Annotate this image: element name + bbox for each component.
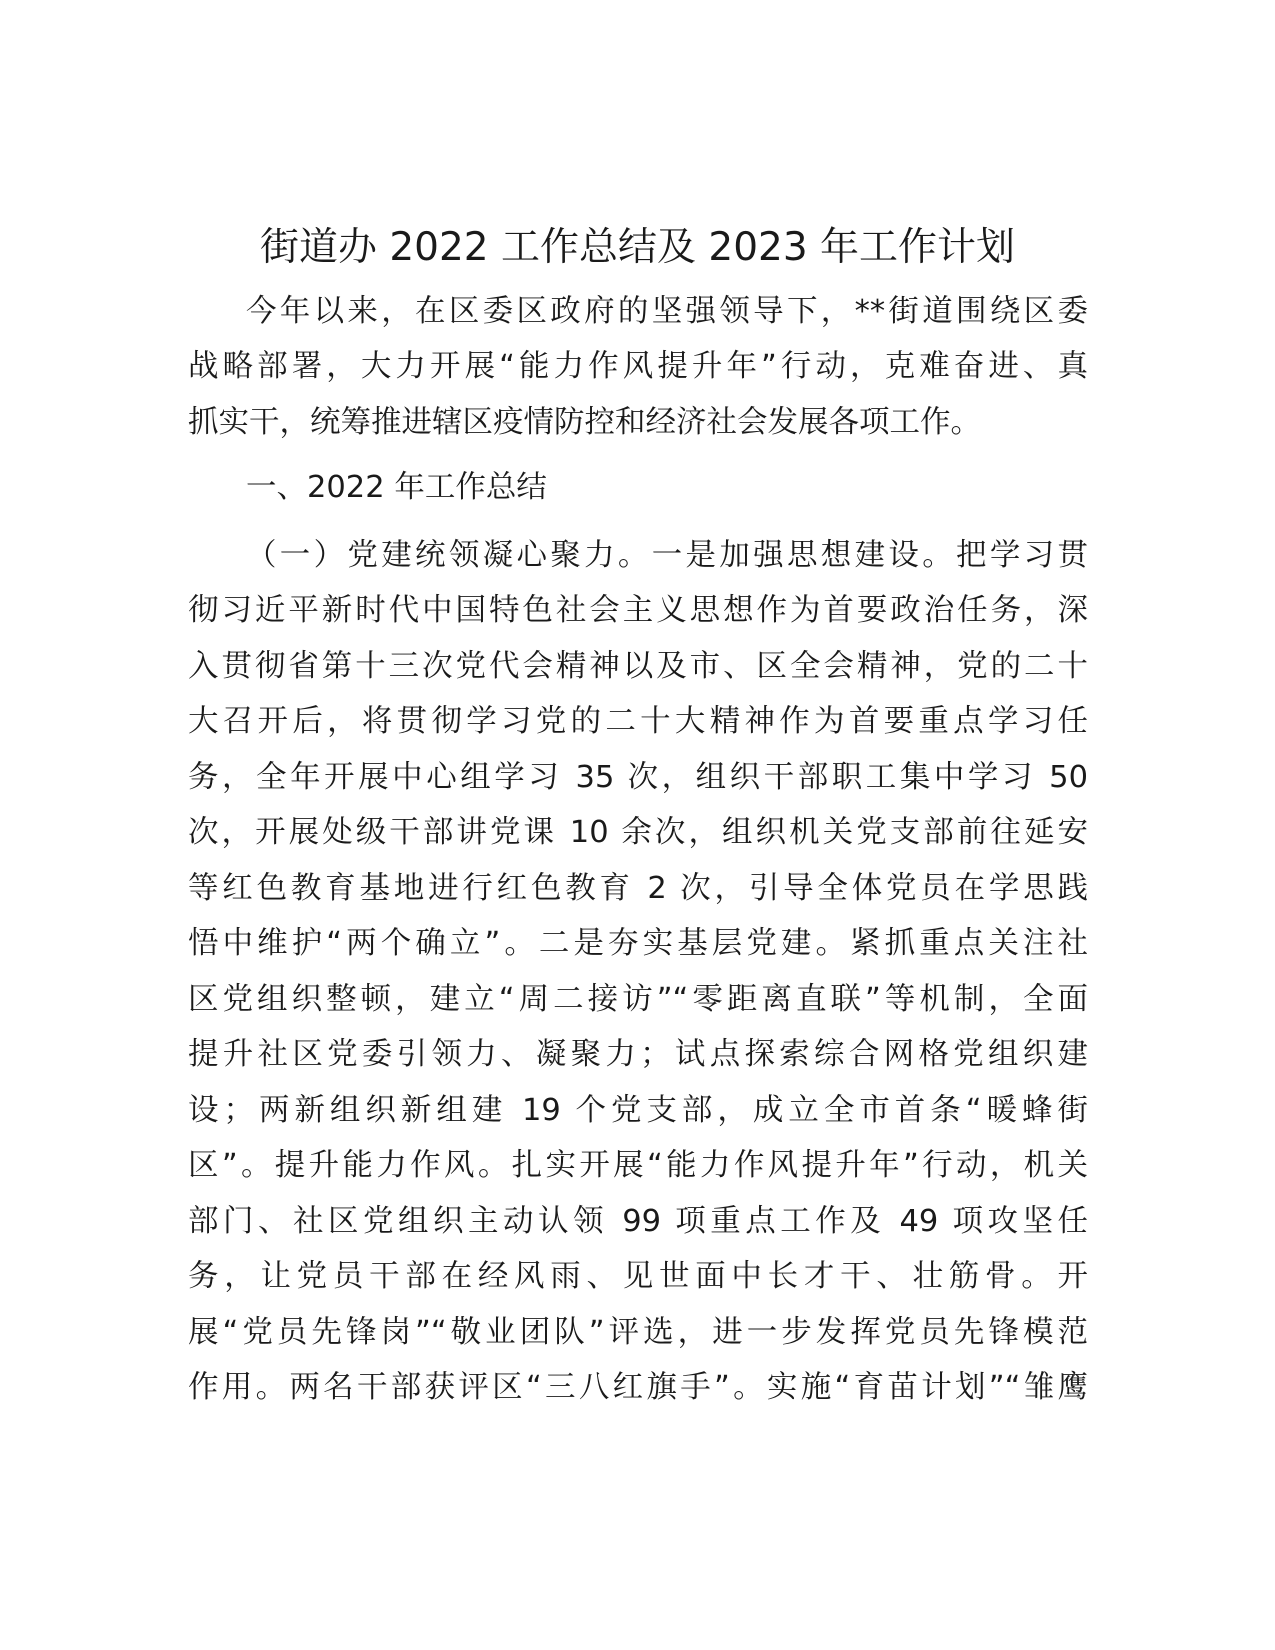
body-line: 作用。两名干部获评区“三八红旗手”。实施“育苗计划”“雏鹰	[188, 1370, 1088, 1405]
body-line: 区党组织整顿，建立“周二接访”“零距离直联”等机制，全面	[188, 982, 1088, 1017]
body-line: 提升社区党委引领力、凝聚力；试点探索综合网格党组织建	[188, 1037, 1088, 1072]
body-line: （一）党建统领凝心聚力。一是加强思想建设。把学习贯	[246, 538, 1088, 573]
body-line: 区”。提升能力作风。扎实开展“能力作风提升年”行动，机关	[188, 1148, 1088, 1183]
intro-line: 今年以来，在区委区政府的坚强领导下，**街道围绕区委	[246, 294, 1088, 329]
intro-line: 抓实干，统筹推进辖区疫情防控和经济社会发展各项工作。	[188, 405, 981, 440]
body-line: 等红色教育基地进行红色教育 2 次，引导全体党员在学思践	[188, 871, 1088, 906]
intro-line: 战略部署，大力开展“能力作风提升年”行动，克难奋进、真	[188, 349, 1088, 384]
document-title: 街道办 2022 工作总结及 2023 年工作计划	[259, 225, 1016, 270]
body-line: 务，全年开展中心组学习 35 次，组织干部职工集中学习 50	[188, 760, 1088, 795]
body-line: 大召开后，将贯彻学习党的二十大精神作为首要重点学习任	[188, 704, 1088, 739]
body-line: 次，开展处级干部讲党课 10 余次，组织机关党支部前往延安	[188, 815, 1088, 850]
section-heading: 一、2022 年工作总结	[246, 470, 547, 505]
body-line: 展“党员先锋岗”“敬业团队”评选，进一步发挥党员先锋模范	[188, 1315, 1088, 1350]
body-line: 部门、社区党组织主动认领 99 项重点工作及 49 项攻坚任	[188, 1204, 1088, 1239]
body-line: 悟中维护“两个确立”。二是夯实基层党建。紧抓重点关注社	[188, 926, 1088, 961]
body-line: 彻习近平新时代中国特色社会主义思想作为首要政治任务，深	[188, 593, 1088, 628]
body-line: 设；两新组织新组建 19 个党支部，成立全市首条“暖蜂街	[188, 1093, 1088, 1128]
body-line: 入贯彻省第十三次党代会精神以及市、区全会精神，党的二十	[188, 649, 1088, 684]
body-line: 务，让党员干部在经风雨、见世面中长才干、壮筋骨。开	[188, 1259, 1088, 1294]
